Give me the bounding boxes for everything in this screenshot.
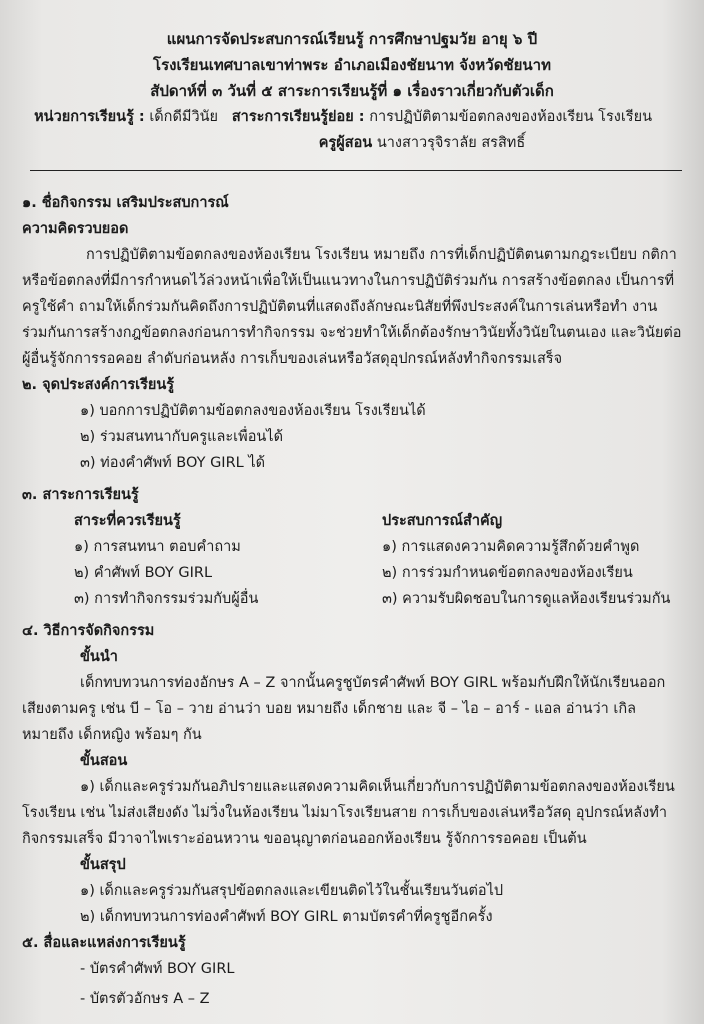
teacher-name: นางสาวรุจิราลัย สรสิทธิ์	[376, 135, 526, 151]
summary-item: ๑) เด็กและครูร่วมกันสรุปข้อตกลงและเขียนติดไว้ในชั้นเรียนวันต่อไป	[80, 883, 504, 899]
content-left-column	[22, 508, 382, 612]
concept-line: หรือข้อตกลงที่มีการกำหนดไว้ล่วงหน้าเพื่อให้เป็นแนวทางในการปฏิบัติร่วมกัน การสร้างข้อตกลง เป็นการที่	[22, 273, 675, 289]
content-item: ๑) การสนทนา ตอบคำถาม	[74, 539, 241, 555]
objective-item: ๓) ท่องคำศัพท์ BOY GIRL ได้	[80, 455, 266, 471]
unit-label: หน่วยการเรียนรู้ :	[34, 109, 145, 125]
teacher-line	[158, 130, 686, 156]
right-column-title: ประสบการณ์สำคัญ	[382, 513, 503, 529]
content-columns	[22, 508, 684, 612]
teacher-label: ครูผู้สอน	[318, 135, 373, 151]
teach-step-title: ขั้นสอน	[80, 753, 128, 769]
content-item: ๓) การทำกิจกรรมร่วมกับผู้อื่น	[74, 591, 259, 607]
concept-title: ความคิดรวบยอด	[22, 221, 129, 237]
left-column-title: สาระที่ควรเรียนรู้	[74, 513, 181, 529]
objective-item: ๒) ร่วมสนทนากับครูและเพื่อนได้	[80, 429, 284, 445]
school-line: โรงเรียนเทศบาลเขาท่าพระ อำเภอเมืองชัยนาท จังหวัดชัยนาท	[153, 56, 551, 74]
intro-paragraph	[22, 670, 684, 748]
summary-step-title: ขั้นสรุป	[80, 857, 126, 873]
content-right-column	[382, 508, 684, 612]
concept-line: ผู้อื่นรู้จักการรอคอย ลำดับก่อนหลัง การเก็บของเล่นหรือวัสดุอุปกรณ์หลังทำกิจกรรมเสร็จ	[22, 351, 563, 367]
section-5-title: ๕. สื่อและแหล่งการเรียนรู้	[22, 935, 186, 951]
intro-step-title: ขั้นนำ	[80, 649, 118, 665]
teach-line: ๑) เด็กและครูร่วมกันอภิปรายและแสดงความคิดเห็นเกี่ยวกับการปฏิบัติตามข้อตกลงของห้องเรียน	[80, 779, 675, 795]
content-item: ๒) คำศัพท์ BOY GIRL	[74, 565, 213, 581]
section-3-title: ๓. สาระการเรียนรู้	[22, 487, 139, 503]
intro-line: หมายถึง เด็กหญิง พร้อมๆ กัน	[22, 727, 202, 743]
header-divider	[30, 170, 682, 171]
plan-title: แผนการจัดประสบการณ์เรียนรู้ การศึกษาปฐมวัย อายุ ๖ ปี	[166, 30, 538, 48]
concept-line: ร่วมกันการสร้างกฎข้อตกลงก่อนการทำกิจกรรม จะช่วยทำให้เด็กต้องรักษาวินัยทั้งวินัยในตนเอง และวินัยต่อ	[22, 325, 682, 341]
experience-item: ๓) ความรับผิดชอบในการดูแลห้องเรียนร่วมกัน	[382, 591, 671, 607]
teach-paragraph	[22, 774, 684, 852]
section-4-title: ๔. วิธีการจัดกิจกรรม	[22, 623, 155, 639]
unit-line	[18, 104, 686, 130]
experience-item: ๑) การแสดงความคิดความรู้สึกด้วยคำพูด	[382, 539, 640, 555]
concept-line: ครูใช้คำ ถามให้เด็กร่วมกันคิดถึงการปฏิบัติตนที่แสดงถึงลักษณะนิสัยที่พึงประสงค์ในการเล่นหรือทำ งาน	[22, 299, 658, 315]
experience-item: ๒) การร่วมกำหนดข้อตกลงของห้องเรียน	[382, 565, 633, 581]
section-2-title: ๒. จุดประสงค์การเรียนรู้	[22, 377, 175, 393]
unit-value: เด็กดีมีวินัย	[149, 109, 218, 125]
intro-line: เด็กทบทวนการท่องอักษร A – Z จากนั้นครูชูบัตรคำศัพท์ BOY GIRL พร้อมกับฝึกให้นักเรียนออก	[80, 675, 666, 691]
summary-item: ๒) เด็กทบทวนการท่องคำศัพท์ BOY GIRL ตามบัตรคำที่ครูชูอีกครั้ง	[80, 909, 493, 925]
teach-line: โรงเรียน เช่น ไม่ส่งเสียงดัง ไม่วิ่งในห้องเรียน ไม่มาโรงเรียนสาย การเก็บของเล่นหรือวัสดุ อุปกรณ์หลังทำ	[22, 805, 667, 821]
intro-line: เสียงตามครู เช่น บี – โอ – วาย อ่านว่า บอย หมายถึง เด็กชาย และ จี – ไอ – อาร์ - แอล อ่านว่า เกิล	[22, 701, 637, 717]
objective-item: ๑) บอกการปฏิบัติตามข้อตกลงของห้องเรียน โรงเรียนได้	[80, 403, 426, 419]
media-item: - บัตรตัวอักษร A – Z	[80, 991, 210, 1007]
week-day-line: สัปดาห์ที่ ๓ วันที่ ๕ สาระการเรียนรู้ที่ ๑ เรื่องราวเกี่ยวกับตัวเด็ก	[150, 82, 554, 100]
sub-content-value: การปฏิบัติตามข้อตกลงของห้องเรียน โรงเรียน	[369, 109, 652, 125]
document-header	[18, 0, 686, 104]
sub-content-label: สาระการเรียนรู้ย่อย :	[231, 109, 365, 125]
document-body	[0, 190, 704, 1012]
concept-paragraph	[22, 242, 684, 372]
concept-line: การปฏิบัติตามข้อตกลงของห้องเรียน โรงเรียน หมายถึง การที่เด็กปฏิบัติตนตามกฎระเบียบ กติกา	[86, 247, 677, 263]
teach-line: กิจกรรมเสร็จ มีวาจาไพเราะอ่อนหวาน ขออนุญาตก่อนออกห้องเรียน รู้จักการรอคอย เป็นต้น	[22, 831, 587, 847]
media-item: - บัตรคำศัพท์ BOY GIRL	[80, 961, 235, 977]
section-1-title: ๑. ชื่อกิจกรรม เสริมประสบการณ์	[22, 195, 229, 211]
